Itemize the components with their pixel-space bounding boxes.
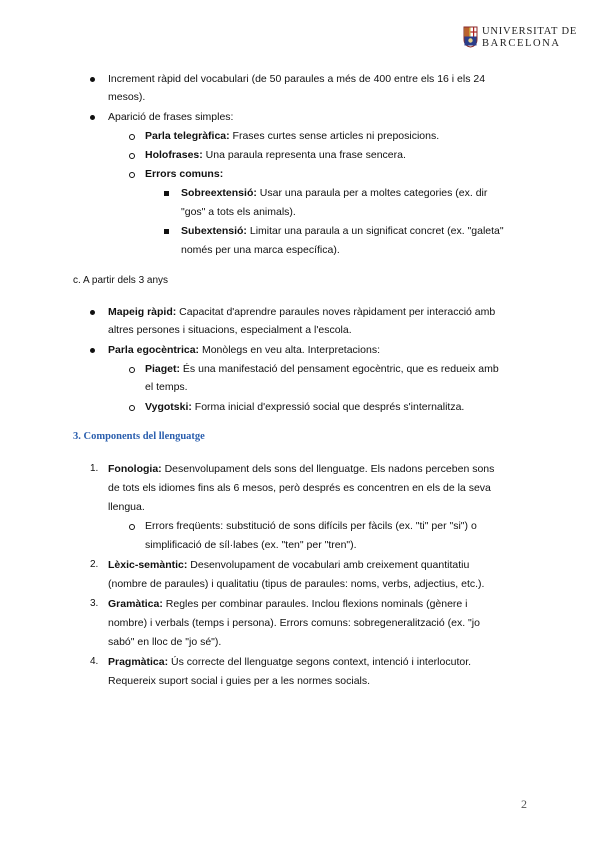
list-item-grammar: [108, 597, 468, 611]
definition: Regles per combinar paraules. Inclou flexions nominals (gènere i: [162, 598, 468, 610]
hollow-bullet-icon: [129, 172, 135, 178]
definition: Monòlegs en veu alta. Interpretacions:: [199, 344, 380, 356]
logo-text-barcelona: BARCELONA: [482, 38, 561, 49]
paragraph-line: Increment ràpid del vocabulari (de 50 paraules a més de 400 entre els 16 i els 24: [108, 73, 486, 85]
definition: Desenvolupament dels sons del llenguatge. Els nadons perceben sons: [161, 463, 495, 475]
definition: Forma inicial d'expressió social que després s'internalitza.: [191, 401, 465, 413]
hollow-bullet-icon: [129, 134, 135, 140]
paragraph-line: "gos" a tots els animals).: [181, 206, 296, 218]
term: Pragmàtica:: [108, 656, 169, 668]
definition: Ús correcte del llenguatge segons context, intenció i interlocutor.: [168, 656, 472, 668]
list-item-phonology: [108, 462, 494, 476]
university-logo: [463, 24, 578, 54]
definition: És una manifestació del pensament egocèntric, que es redueix amb: [180, 363, 499, 375]
paragraph-line: nombre) i verbals (temps i persona). Errors comuns: sobregeneralització (ex. "jo: [108, 617, 480, 629]
definition: Frases curtes sense articles ni preposicions.: [229, 130, 440, 142]
term: Sobreextensió:: [181, 187, 257, 199]
hollow-bullet-icon: [129, 405, 135, 411]
list-number: 1.: [90, 463, 99, 474]
subsection-label: c. A partir dels 3 anys: [73, 275, 169, 286]
list-item-egocentric-speech: [108, 343, 380, 357]
list-item-vygotski: [145, 400, 464, 414]
shield-icon: [463, 26, 478, 48]
paragraph-line: de tots els idiomes fins als 6 mesos, però després es concentren en els de la seva: [108, 482, 491, 494]
paragraph-line: Requereix suport social i guies per a les normes socials.: [108, 675, 371, 687]
definition: Usar una paraula per a moltes categories (ex. dir: [256, 187, 488, 199]
list-number: 2.: [90, 559, 99, 570]
list-item-holophrases: [145, 148, 406, 162]
term: Piaget:: [145, 363, 181, 375]
paragraph-line: només per una marca específica).: [181, 244, 340, 256]
paragraph-line: llengua.: [108, 501, 145, 513]
bullet-icon: [90, 348, 95, 353]
term: Subextensió:: [181, 225, 247, 237]
section-heading: 3. Components del llenguatge: [73, 431, 205, 442]
paragraph-line: (nombre de paraules) i qualitatiu (tipus de paraules: noms, verbs, adjectius, etc.).: [108, 578, 485, 590]
bullet-icon: [90, 115, 95, 120]
definition: Una paraula representa una frase sencera.: [202, 149, 406, 161]
paragraph-line: Aparició de frases simples:: [108, 111, 234, 123]
bullet-icon: [90, 77, 95, 82]
definition: Limitar una paraula a un significat concret (ex. "galeta": [246, 225, 504, 237]
term: Gramàtica:: [108, 598, 163, 610]
logo-text-university: UNIVERSITAT DE: [482, 26, 578, 37]
page-number: 2: [521, 797, 527, 811]
list-item-telegraphic: [145, 129, 439, 143]
list-number: 4.: [90, 656, 99, 667]
list-number: 3.: [90, 598, 99, 609]
hollow-bullet-icon: [129, 367, 135, 373]
paragraph-line: altres persones i situacions, especialment a l'escola.: [108, 324, 352, 336]
hollow-bullet-icon: [129, 153, 135, 159]
term: Parla telegràfica:: [145, 130, 230, 142]
definition: Desenvolupament de vocabulari amb creixement quantitatiu: [187, 559, 470, 571]
list-item-piaget: [145, 362, 499, 376]
term: Holofrases:: [145, 149, 203, 161]
term: Errors comuns:: [145, 168, 224, 180]
square-bullet-icon: [164, 229, 169, 234]
list-item-lexical-semantic: [108, 558, 469, 572]
paragraph-line: sabó" en lloc de "jo sé").: [108, 636, 222, 648]
square-bullet-icon: [164, 191, 169, 196]
term: Lèxic-semàntic:: [108, 559, 188, 571]
list-item-fast-mapping: [108, 305, 495, 319]
paragraph-line: el temps.: [145, 381, 188, 393]
term: Mapeig ràpid:: [108, 306, 177, 318]
term: Fonologia:: [108, 463, 162, 475]
list-item-common-errors: [145, 167, 223, 181]
paragraph-line: mesos).: [108, 91, 146, 103]
term: Parla egocèntrica:: [108, 344, 200, 356]
hollow-bullet-icon: [129, 524, 135, 530]
bullet-icon: [90, 310, 95, 315]
definition: Capacitat d'aprendre paraules noves ràpidament per interacció amb: [176, 306, 496, 318]
list-item-overextension: [181, 186, 487, 200]
list-item-underextension: [181, 224, 504, 238]
list-item-frequent-errors: Errors freqüents: substitució de sons difícils per fàcils (ex. "ti" per "si") o: [145, 520, 477, 532]
list-item-pragmatics: [108, 655, 471, 669]
term: Vygotski:: [145, 401, 192, 413]
paragraph-line: simplificació de síl·labes (ex. "ten" per "tren").: [145, 539, 357, 551]
